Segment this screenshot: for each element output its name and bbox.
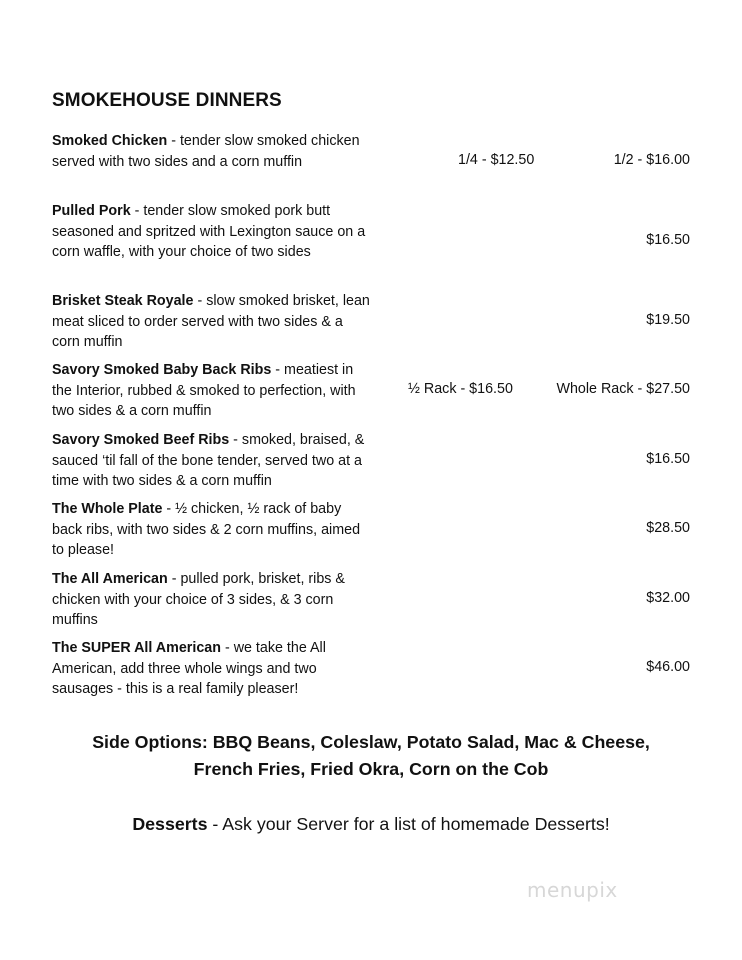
item-separator: -	[229, 432, 242, 448]
item-desc-text: tender slow smoked chicken served with two sides and a corn muffin	[52, 133, 360, 170]
menupix-watermark: menupix	[527, 878, 618, 902]
item-desc-text: smoked, braised, & sauced ‘til fall of the bone tender, served two at a time with two sides & a corn muffin	[52, 432, 365, 489]
section-title: SMOKEHOUSE DINNERS	[52, 90, 282, 111]
price-half-rack: ½ Rack - $16.50	[408, 381, 513, 397]
item-name: Pulled Pork	[52, 203, 131, 219]
item-price: $19.50	[646, 312, 690, 328]
item-desc-text: meatiest in the Interior, rubbed & smoked to perfection, with two sides & a corn muffin	[52, 362, 356, 419]
item-separator: -	[167, 571, 181, 587]
item-name: Brisket Steak Royale	[52, 293, 194, 309]
item-description	[52, 360, 370, 422]
desserts-label: Desserts	[132, 814, 208, 834]
item-description	[52, 201, 370, 263]
item-description	[52, 430, 370, 492]
item-name: Savory Smoked Beef Ribs	[52, 432, 230, 448]
item-name: The All American	[52, 571, 168, 587]
item-description	[52, 291, 370, 353]
item-description	[52, 569, 370, 631]
item-name: Savory Smoked Baby Back Ribs	[52, 362, 272, 378]
item-desc-text: we take the All American, add three whole wings and two sausages - this is a real family pleaser!	[52, 640, 326, 697]
desserts-note	[0, 814, 742, 835]
item-price: $28.50	[646, 520, 690, 536]
item-separator: -	[167, 133, 180, 149]
price-quarter: 1/4 - $12.50	[458, 152, 535, 168]
item-description	[52, 638, 370, 700]
item-desc-text: ½ chicken, ½ rack of baby back ribs, with two sides & 2 corn muffins, aimed to please!	[52, 501, 361, 558]
item-desc-text: pulled pork, brisket, ribs & chicken with your choice of 3 sides, & 3 corn muffins	[52, 571, 345, 628]
item-name: Smoked Chicken	[52, 133, 168, 149]
menu-item-pulled-pork	[52, 201, 692, 263]
menu-item-brisket-steak-royale	[52, 291, 692, 353]
item-price: $46.00	[646, 659, 690, 675]
item-separator: -	[271, 362, 285, 378]
side-options-line-1: Side Options: BBQ Beans, Coleslaw, Potato Salad, Mac & Cheese,	[92, 732, 650, 752]
item-price: $32.00	[646, 590, 690, 606]
menu-item-beef-ribs	[52, 430, 692, 492]
item-separator: -	[220, 640, 234, 656]
item-separator: -	[130, 203, 144, 219]
menu-item-baby-back-ribs	[52, 360, 692, 422]
item-description	[52, 131, 370, 172]
menu-item-super-all-american	[52, 638, 692, 700]
desserts-text: - Ask your Server for a list of homemade Desserts!	[207, 814, 610, 834]
item-separator: -	[193, 293, 207, 309]
item-separator: -	[162, 501, 176, 517]
side-options	[0, 729, 742, 783]
price-whole-rack: Whole Rack - $27.50	[556, 381, 690, 397]
menu-item-all-american	[52, 569, 692, 631]
item-desc-text: slow smoked brisket, lean meat sliced to order served with two sides & a corn muffin	[52, 293, 370, 350]
menu-item-smoked-chicken	[52, 131, 692, 172]
item-description	[52, 499, 370, 561]
menu-item-whole-plate	[52, 499, 692, 561]
item-name: The SUPER All American	[52, 640, 221, 656]
item-price: $16.50	[646, 232, 690, 248]
price-half: 1/2 - $16.00	[613, 152, 690, 168]
item-desc-text: tender slow smoked pork butt seasoned and spritzed with Lexington sauce on a corn waffle, with your choice of two sides	[52, 203, 366, 260]
item-price: $16.50	[646, 451, 690, 467]
item-name: The Whole Plate	[52, 501, 163, 517]
side-options-line-2: French Fries, Fried Okra, Corn on the Cob	[193, 759, 549, 779]
